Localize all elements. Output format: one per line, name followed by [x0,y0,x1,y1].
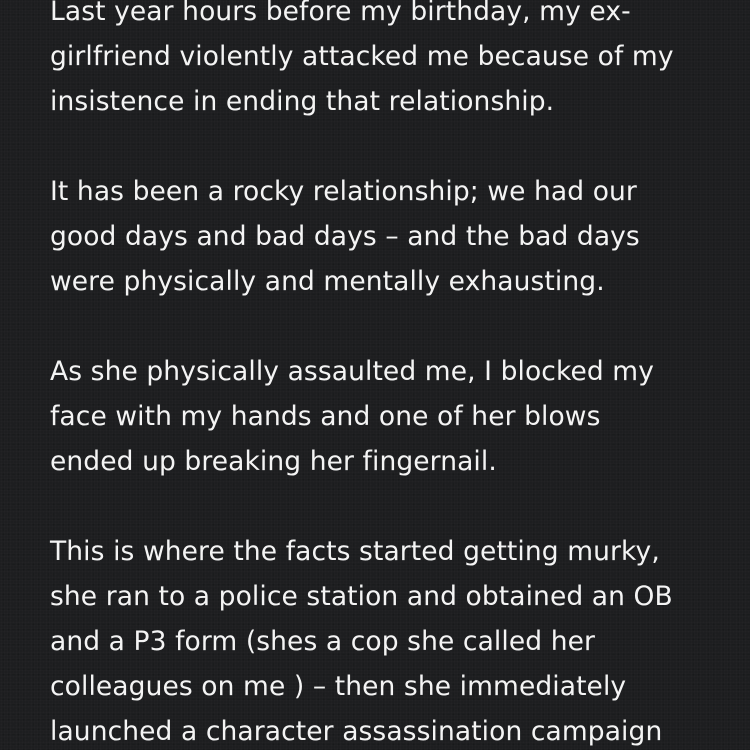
paragraph-3 [50,349,730,484]
text-line: Last year hours before my birthday, my ex- [50,0,631,27]
text-line: This is where the facts started getting murky, [50,536,660,567]
paragraph-1 [50,0,730,124]
text-line: ended up breaking her fingernail. [50,446,497,477]
note-text-body [50,0,730,750]
text-line: launched a character assassination campaign [50,716,663,747]
text-line: colleagues on me ) – then she immediately [50,671,627,702]
text-line: As she physically assaulted me, I blocked my [50,356,655,387]
paragraph-2 [50,169,730,304]
paragraph-4 [50,529,730,750]
text-line: good days and bad days – and the bad days [50,221,640,252]
text-line: insistence in ending that relationship. [50,86,555,117]
text-line: were physically and mentally exhausting. [50,266,605,297]
text-line: and a P3 form (shes a cop she called her [50,626,595,657]
text-line: face with my hands and one of her blows [50,401,601,432]
text-line: It has been a rocky relationship; we had our [50,176,637,207]
text-line: girlfriend violently attacked me because of my [50,41,674,72]
text-line: she ran to a police station and obtained an OB [50,581,673,612]
